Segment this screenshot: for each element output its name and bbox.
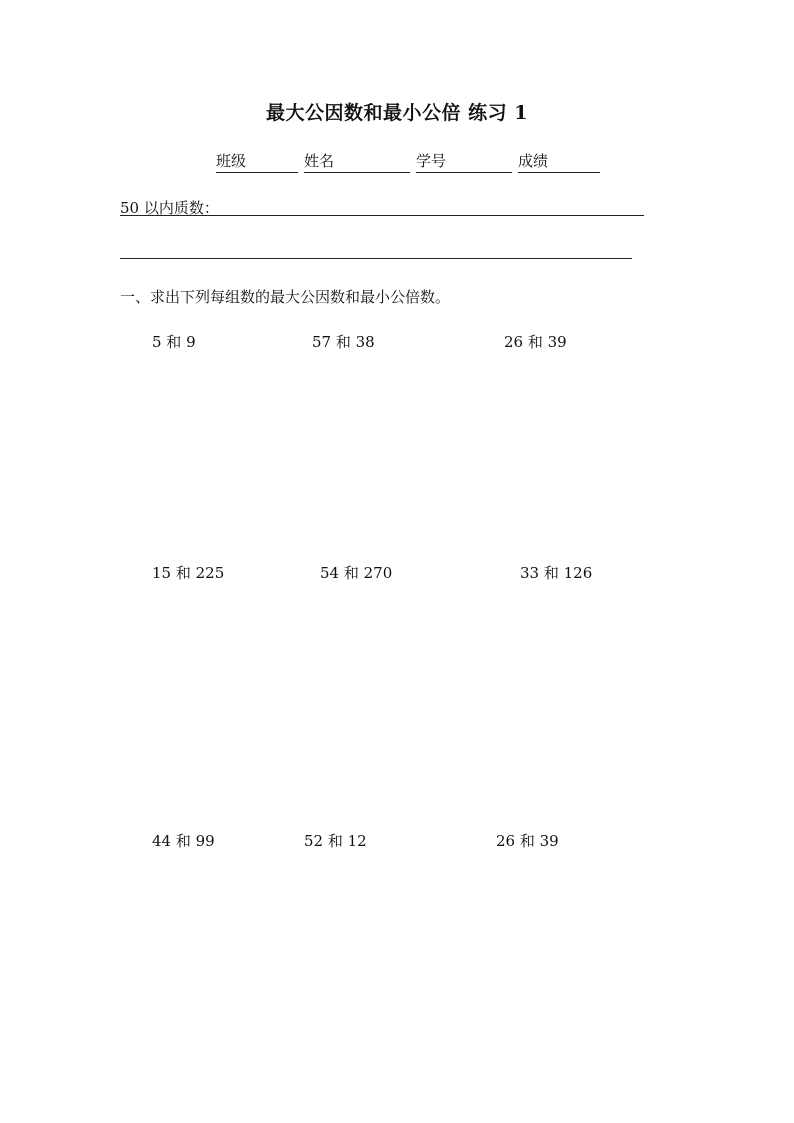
page-title: 最大公因数和最小公倍 练习 1 — [266, 102, 528, 124]
student-id-field[interactable] — [416, 150, 512, 173]
score-field[interactable] — [518, 150, 600, 173]
name-field[interactable] — [304, 150, 410, 173]
student-info-row — [0, 150, 794, 172]
problem-item: 26 和 39 — [504, 333, 567, 351]
primes-answer-line[interactable] — [120, 197, 644, 216]
problem-item: 52 和 12 — [304, 832, 367, 850]
class-label: 班级 — [216, 152, 247, 170]
question-instruction: 一、求出下列每组数的最大公因数和最小公倍数。 — [120, 288, 451, 306]
problem-item: 33 和 126 — [520, 564, 593, 582]
problem-item: 54 和 270 — [320, 564, 393, 582]
problem-item: 15 和 225 — [152, 564, 225, 582]
blank-answer-line[interactable] — [120, 258, 632, 259]
class-field[interactable] — [216, 150, 298, 173]
problem-item: 57 和 38 — [312, 333, 375, 351]
primes-label: 50 以内质数： — [120, 199, 219, 217]
problem-item: 5 和 9 — [152, 333, 196, 351]
problem-item: 26 和 39 — [496, 832, 559, 850]
problem-item: 44 和 99 — [152, 832, 215, 850]
student-id-label: 学号 — [416, 152, 447, 170]
name-label: 姓名 — [304, 152, 335, 170]
score-label: 成绩 — [518, 152, 549, 170]
